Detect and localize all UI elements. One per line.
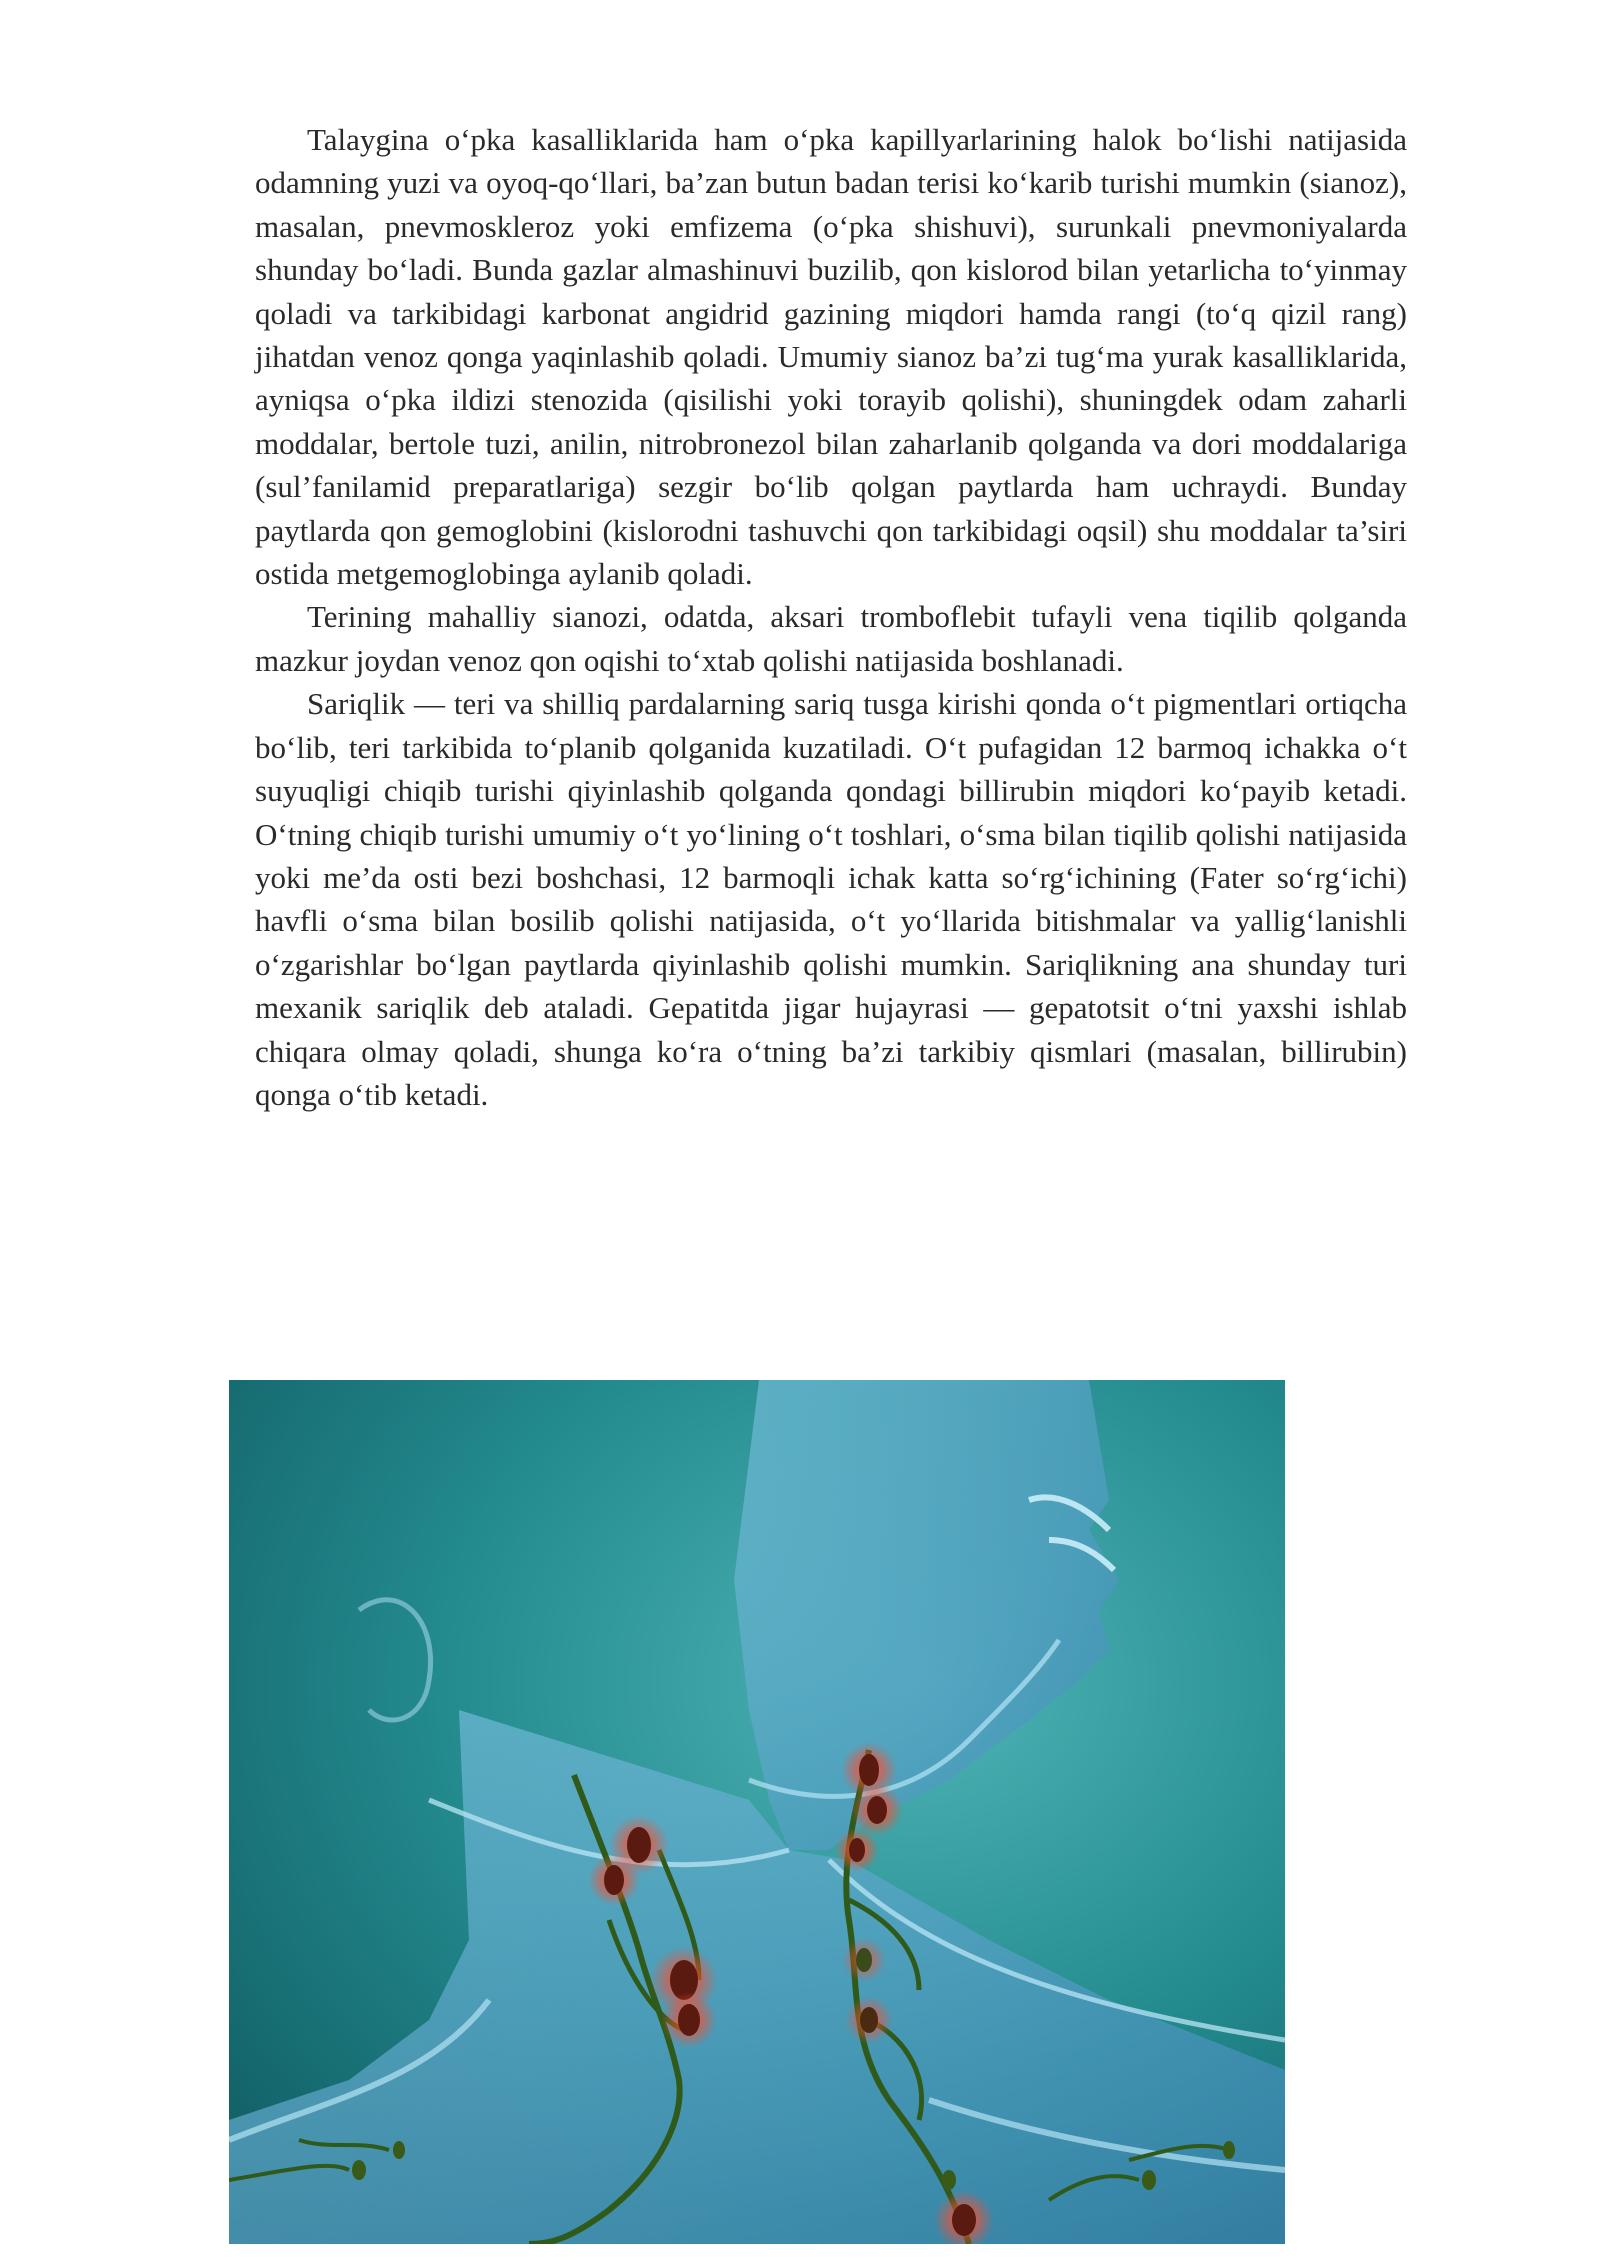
lymph-node	[867, 1796, 887, 1824]
lymph-node	[1142, 2170, 1156, 2190]
paragraph-sianoz: Talaygina o‘pka kasalliklarida ham o‘pka kapillyarlarining halok bo‘lishi natijasida odamning yuzi va oyoq-qo‘llari, ba’zan butun badan terisi ko‘karib turishi mumkin (sianoz), masalan, pnevmoskleroz yoki emfizema (o‘pka shishuvi), surunkali pnevmoniyalarda shunday bo‘ladi. Bunda gazlar almashinuvi buzilib, qon kislorod bilan yetarlicha to‘yinmay qoladi va tarkibidagi karbonat angidrid gazining miqdori hamda rangi (to‘q qizil rang) jihatdan venoz qonga yaqinlashib qoladi. Umumiy sianoz ba’zi tug‘ma yurak kasalliklarida, ayniqsa o‘pka ildizi stenozida (qisilishi yoki torayib qolishi), shuningdek odam zaharli moddalar, bertole tuzi, anilin, nitrobronezol bilan zaharlanib qolganda va dori moddalariga (sul’fanilamid preparatlariga) sezgir bo‘lib qolgan paytlarda ham uchraydi. Bunday paytlarda qon gemoglobini (kislorodni tashuvchi qon tarkibidagi oqsil) shu moddalar ta’siri ostida metgemoglobinga aylanib qoladi.	[255, 122, 1407, 592]
lymph-node	[849, 1838, 865, 1862]
paragraph-sariqlik: Sariqlik — teri va shilliq pardalarning sariq tusga kirishi qonda o‘t pigmentlari ortiqcha bo‘lib, teri tarkibida to‘planib qolganida kuzatiladi. O‘t pufagidan 12 barmoq ichakka o‘t suyuqligi chiqib turishi qiyinlashib qolganda qondagi billirubin miqdori ko‘payib ketadi. O‘tning chiqib turishi umumiy o‘t yo‘lining o‘t toshlari, o‘sma bilan tiqilib qolishi natijasida yoki me’da osti bezi boshchasi, 12 barmoqli ichak katta so‘rg‘ichining (Fater so‘rg‘ichi) havfli o‘sma bilan bosilib qolishi natijasida, o‘t yo‘llarida bitishmalar va yallig‘lanishli o‘zgarishlar bo‘lgan paytlarda qiyinlashib qolishi mumkin. Sariqlikning ana shunday turi mexanik sariqlik deb ataladi. Gepatitda jigar hujayrasi — gepatotsit o‘tni yaxshi ishlab chiqara olmay qoladi, shunga ko‘ra o‘tning ba’zi tarkibiy qismlari (masalan, billirubin) qonga o‘tib ketadi.	[255, 686, 1407, 1112]
paragraph-local-sianoz: Terining mahalliy sianozi, odatda, aksari tromboflebit tufayli vena tiqilib qolganda mazkur joydan venoz qon oqishi to‘xtab qolishi natijasida boshlanadi.	[255, 599, 1407, 678]
lymph-node	[678, 2004, 700, 2036]
lymph-node	[952, 2204, 976, 2236]
body-text	[255, 118, 1407, 1116]
illustration-svg	[229, 1380, 1285, 2244]
lymph-node	[942, 2170, 956, 2190]
lymph-node	[393, 2141, 405, 2159]
neck-lymph-nodes-illustration	[229, 1380, 1285, 2244]
lymph-node	[352, 2160, 366, 2180]
lymph-node	[627, 1827, 651, 1863]
lymph-node	[856, 1948, 872, 1972]
lymph-node	[604, 1865, 624, 1895]
lymph-node	[859, 1754, 879, 1786]
lymph-node	[1223, 2141, 1235, 2159]
lymph-node	[860, 2007, 878, 2033]
